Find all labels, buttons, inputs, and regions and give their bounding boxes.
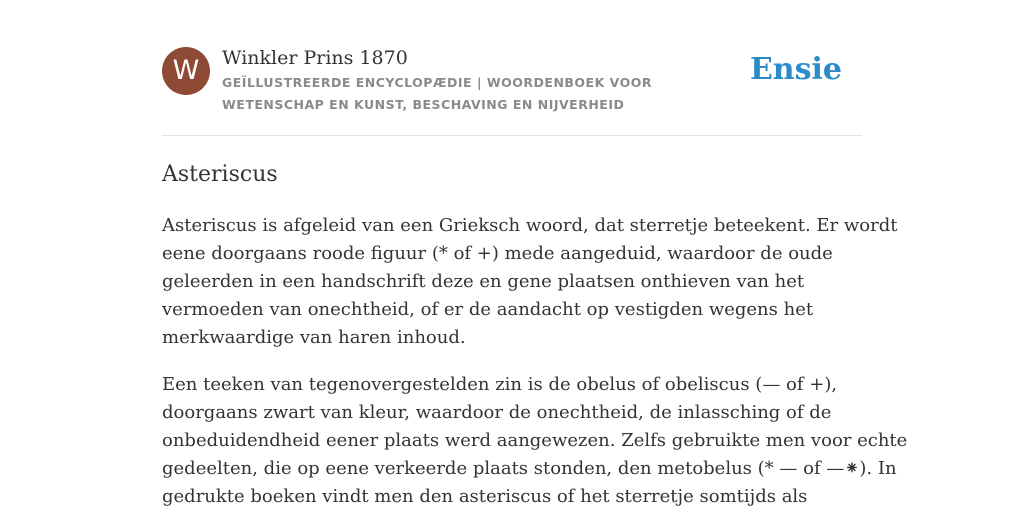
source-subtitle: GEÏLLUSTREERDE ENCYCLOPÆDIE | WOORDENBOEK VOOR WETENSCHAP EN KUNST, BESCHAVING EN NIJVERHEID [222, 75, 652, 112]
text-line: gedeelten, die op eene verkeerde plaats stonden, den metobelus (* — of —⁕). In [162, 458, 897, 479]
text-line: onbeduidendheid eener plaats werd aangewezen. Zelfs gebruikte men voor echte [162, 430, 908, 451]
text-line: Een teeken van tegenovergestelden zin is de obelus of obeliscus (— of +), [162, 374, 838, 395]
source-avatar[interactable]: W [162, 47, 210, 95]
text-line: geleerden in een handschrift deze en gene plaatsen onthieven van het [162, 271, 805, 292]
brand-logo[interactable]: Ensie [749, 52, 842, 87]
header-divider [162, 135, 862, 136]
article-paragraph [162, 371, 908, 511]
source-title[interactable]: Winkler Prins 1870 [222, 47, 408, 69]
article-paragraph [162, 212, 898, 352]
text-line: gedrukte boeken vindt men den asteriscus of het sterretje somtijds als [162, 486, 808, 507]
article-body [162, 212, 908, 512]
text-line: doorgaans zwart van kleur, waardoor de onechtheid, de inlassching of de [162, 402, 832, 423]
article-title: Asteriscus [162, 162, 278, 187]
source-header [162, 46, 862, 116]
text-line: eene doorgaans roode figuur (* of +) mede aangeduid, waardoor de oude [162, 243, 833, 264]
text-line: merkwaardige van haren inhoud. [162, 327, 466, 348]
text-line: vermoeden van onechtheid, of er de aandacht op vestigden wegens het [162, 299, 814, 320]
text-line: Asteriscus is afgeleid van een Grieksch woord, dat sterretje beteekent. Er wordt [162, 215, 898, 236]
